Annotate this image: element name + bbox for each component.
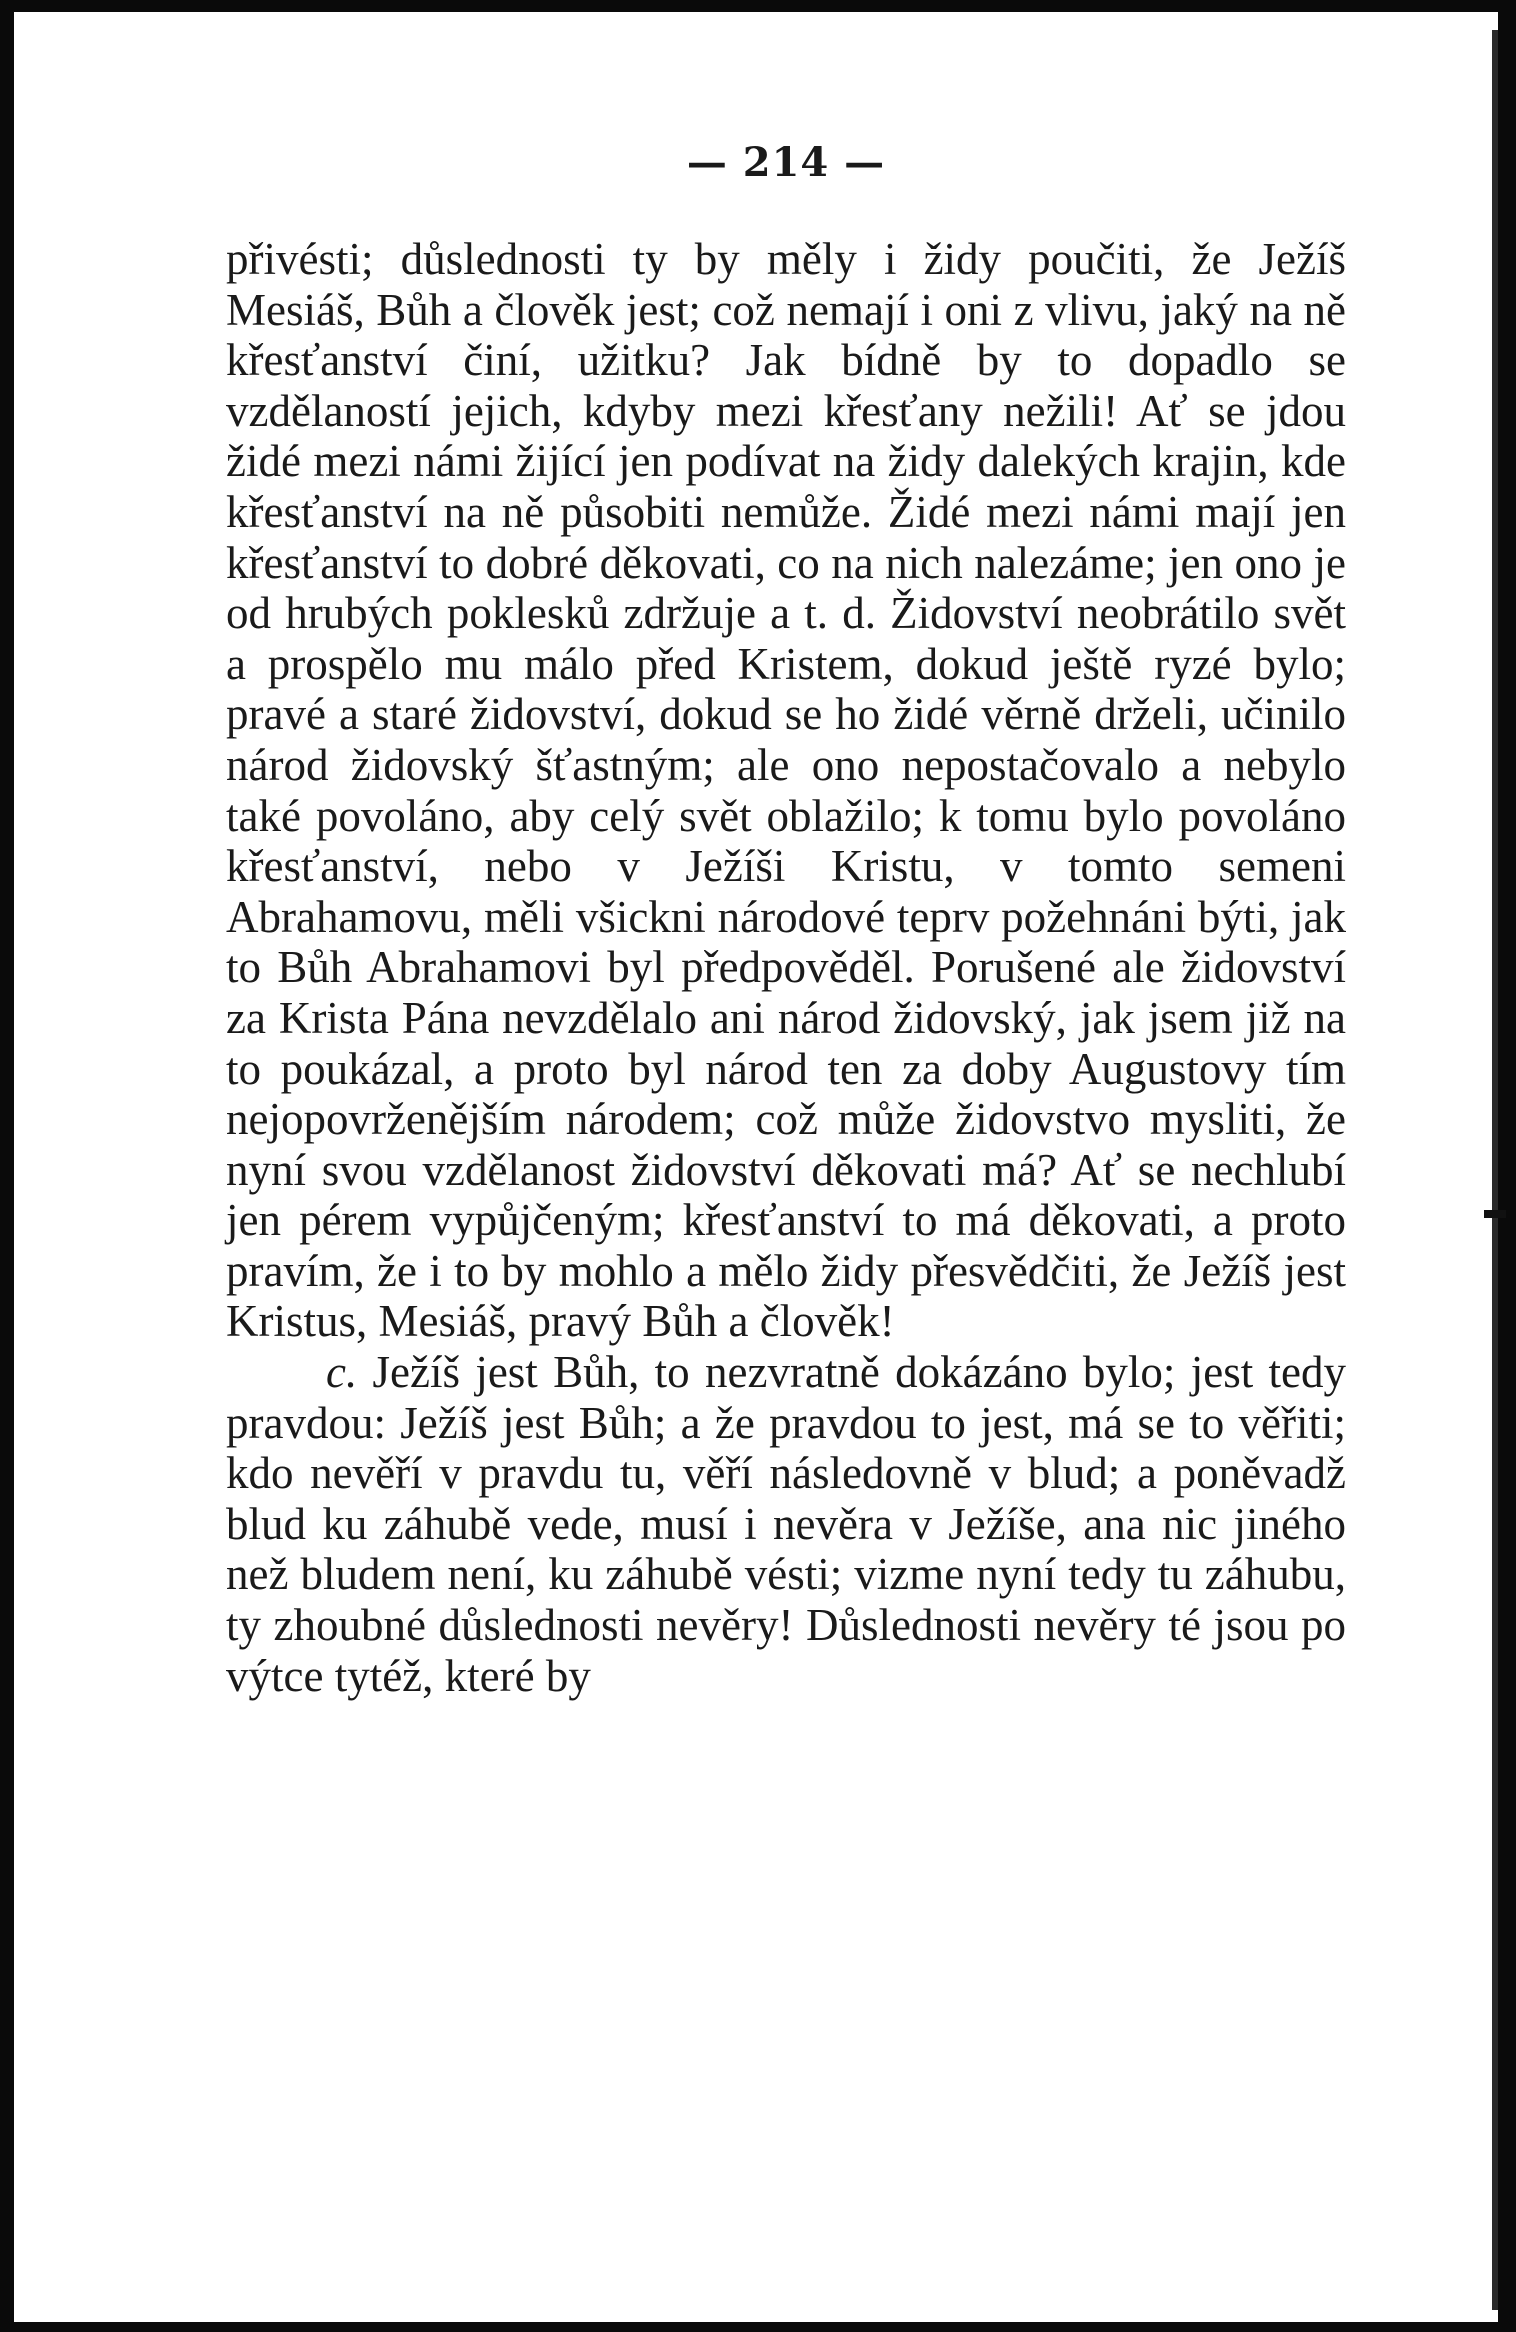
scan-border-left xyxy=(0,0,14,2332)
page-content xyxy=(226,128,1346,1701)
paragraph-1 xyxy=(226,234,1346,1347)
paragraph-2-text: Ježíš jest Bůh, to nezvratně dokázáno bylo; jest tedy pravdou: Ježíš jest Bůh; a že pravdou to jest, má se to věřiti; kdo nevěří v pravdu tu, věří následovně v blud; a poněvadž blud ku záhubě vede, musí i nevěra v Ježíše, ana nic jiného než bludem není, ku záhubě vésti; vizme nyní tedy tu záhubu, ty zhoubné důslednosti nevěry! Důslednosti nevěry té jsou po výtce tytéž, které by xyxy=(226,1347,1346,1701)
scan-border-right xyxy=(1498,0,1516,2332)
paragraph-1-text: přivésti; důslednosti ty by měly i židy poučiti, že Ježíš Mesiáš, Bůh a člověk jest; což nemají i oni z vlivu, jaký na ně křesťanství činí, užitku? Jak bídně by to dopadlo se vzdělaností jejich, kdyby mezi křesťany nežili! Ať se jdou židé mezi námi žijící jen podívat na židy dalekých krajin, kde křesťanství na ně působiti nemůže. Židé mezi námi mají jen křesťanství to dobré děkovati, co na nich nalezáme; jen ono je od hrubých poklesků zdržuje a t. d. Židovství neobrátilo svět a prospělo mu málo před Kristem, dokud ještě ryzé bylo; pravé a staré židovství, dokud se ho židé věrně drželi, učinilo národ židovský šťastným; ale ono nepostačovalo a nebylo také povoláno, aby celý svět oblažilo; k tomu bylo povoláno křesťanství, nebo v Ježíši Kristu, v tomto semeni Abrahamovu, měli všickni národové teprv požehnáni býti, jak to Bůh Abrahamovi byl předpověděl. Porušené ale židovství za Krista Pána nevzdělalo ani národ židovský, jak jsem již na to poukázal, a proto byl národ ten za doby Augustovy tím nejopovrženějším národem; což může židovstvo mysliti, že nyní svou vzdělanost židovství děkovati má? Ať se nechlubí jen pérem vypůjčeným; křesťanství to má děkovati, a proto pravím, že i to by mohlo a mělo židy přesvědčiti, že Ježíš jest Kristus, Mesiáš, pravý Bůh a člověk! xyxy=(226,234,1346,1347)
paragraph-2 xyxy=(226,1347,1346,1701)
page-edge-shadow xyxy=(1492,30,1498,2310)
body-text xyxy=(226,234,1346,1701)
scan-border-bottom xyxy=(0,2322,1516,2332)
section-label: c. xyxy=(326,1347,358,1398)
scan-border-top xyxy=(0,0,1516,12)
page-number: — 214 — xyxy=(686,139,886,186)
binding-mark xyxy=(1484,1210,1506,1218)
